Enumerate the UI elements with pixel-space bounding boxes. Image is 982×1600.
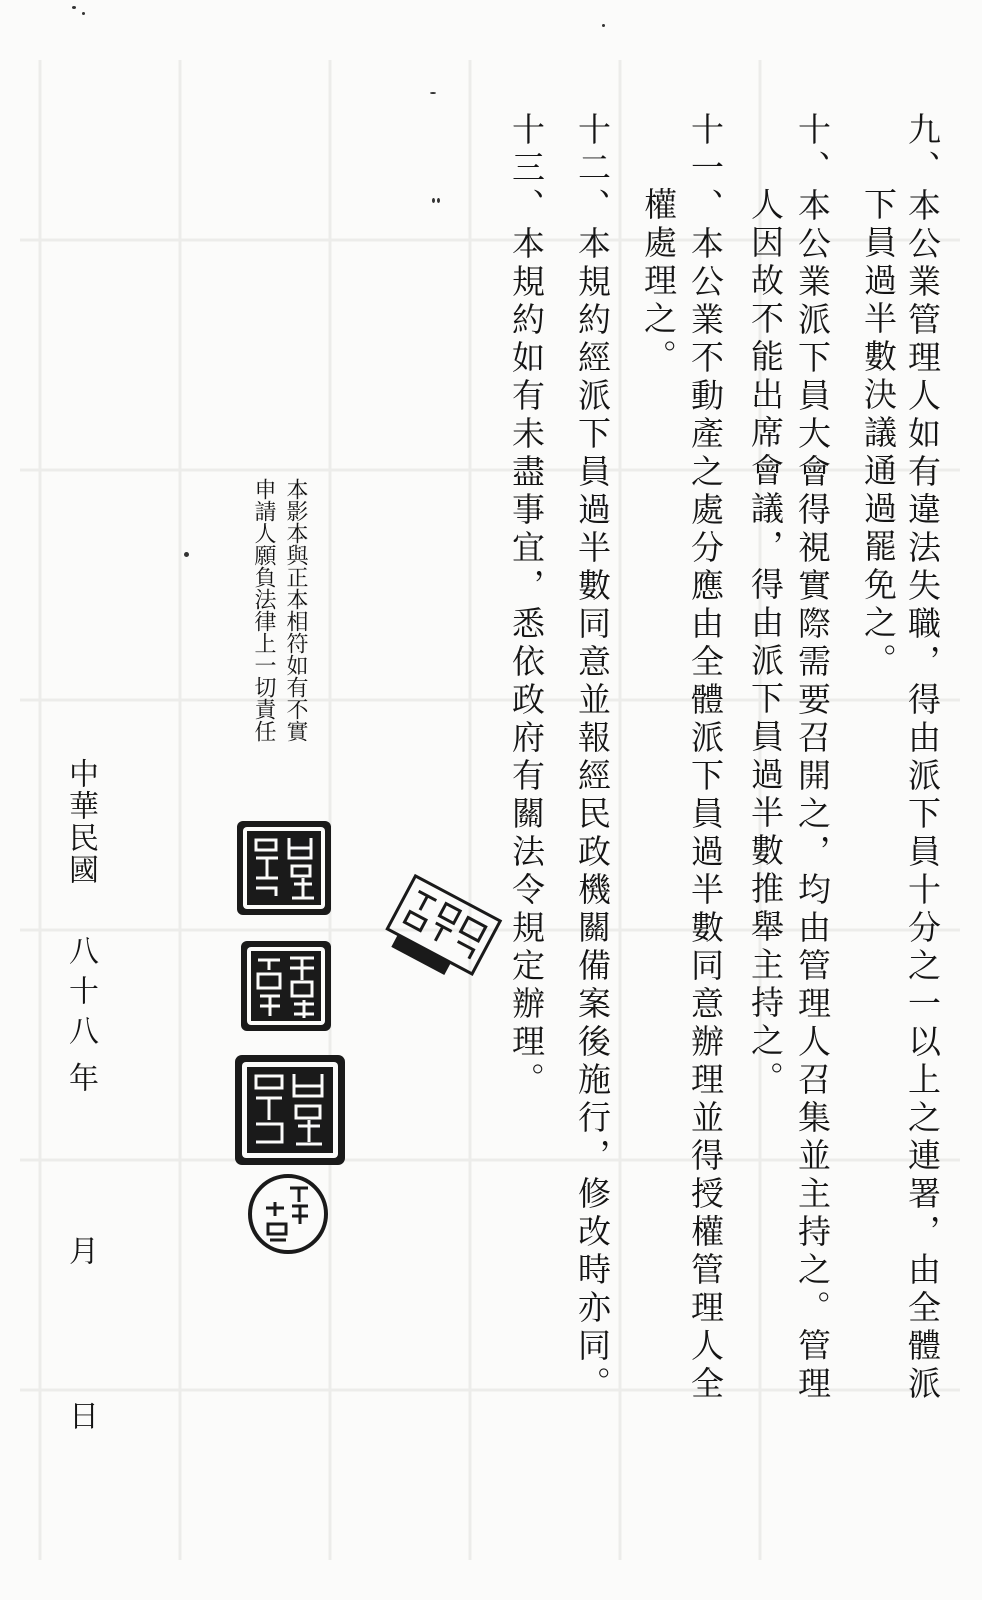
certification-note-line-1: 本影本與正本相符如有不實: [283, 478, 308, 742]
square-seal-1: [234, 818, 334, 918]
article-9-line-2: 下員過半數決議通過罷免之。: [859, 187, 898, 681]
date-month-unit: 月: [63, 1235, 98, 1265]
round-seal: [246, 1172, 330, 1256]
article-10-line-2: 人因故不能出席會議，得由派下員過半數推舉主持之。: [746, 187, 785, 1099]
date-day-unit: 日: [63, 1400, 98, 1430]
date-year: 八十八: [63, 935, 98, 1055]
article-13: 十三、本規約如有未盡事宜，悉依政府有關法令規定辦理。: [507, 112, 546, 1100]
certification-note-line-2: 申請人願負法律上一切責任: [251, 478, 276, 742]
article-10-line-1: 十、本公業派下員大會得視實際需要召開之，均由管理人召集並主持之。管理: [793, 112, 832, 1404]
article-11-line-1: 十一、本公業不動產之處分應由全體派下員過半數同意辦理並得授權管理人全: [686, 112, 725, 1404]
date-era: 中華民國: [63, 758, 98, 886]
tilted-stamp: [370, 872, 510, 992]
square-seal-3: [232, 1052, 348, 1168]
date-year-unit: 年: [63, 1062, 98, 1092]
article-11-line-2: 權處理之。: [639, 187, 678, 377]
article-12: 十二、本規約經派下員過半數同意並報經民政機關備案後施行，修改時亦同。: [573, 112, 612, 1404]
square-seal-2: [238, 938, 334, 1034]
article-9-line-1: 九、本公業管理人如有違法失職，得由派下員十分之一以上之連署，由全體派: [903, 112, 942, 1404]
